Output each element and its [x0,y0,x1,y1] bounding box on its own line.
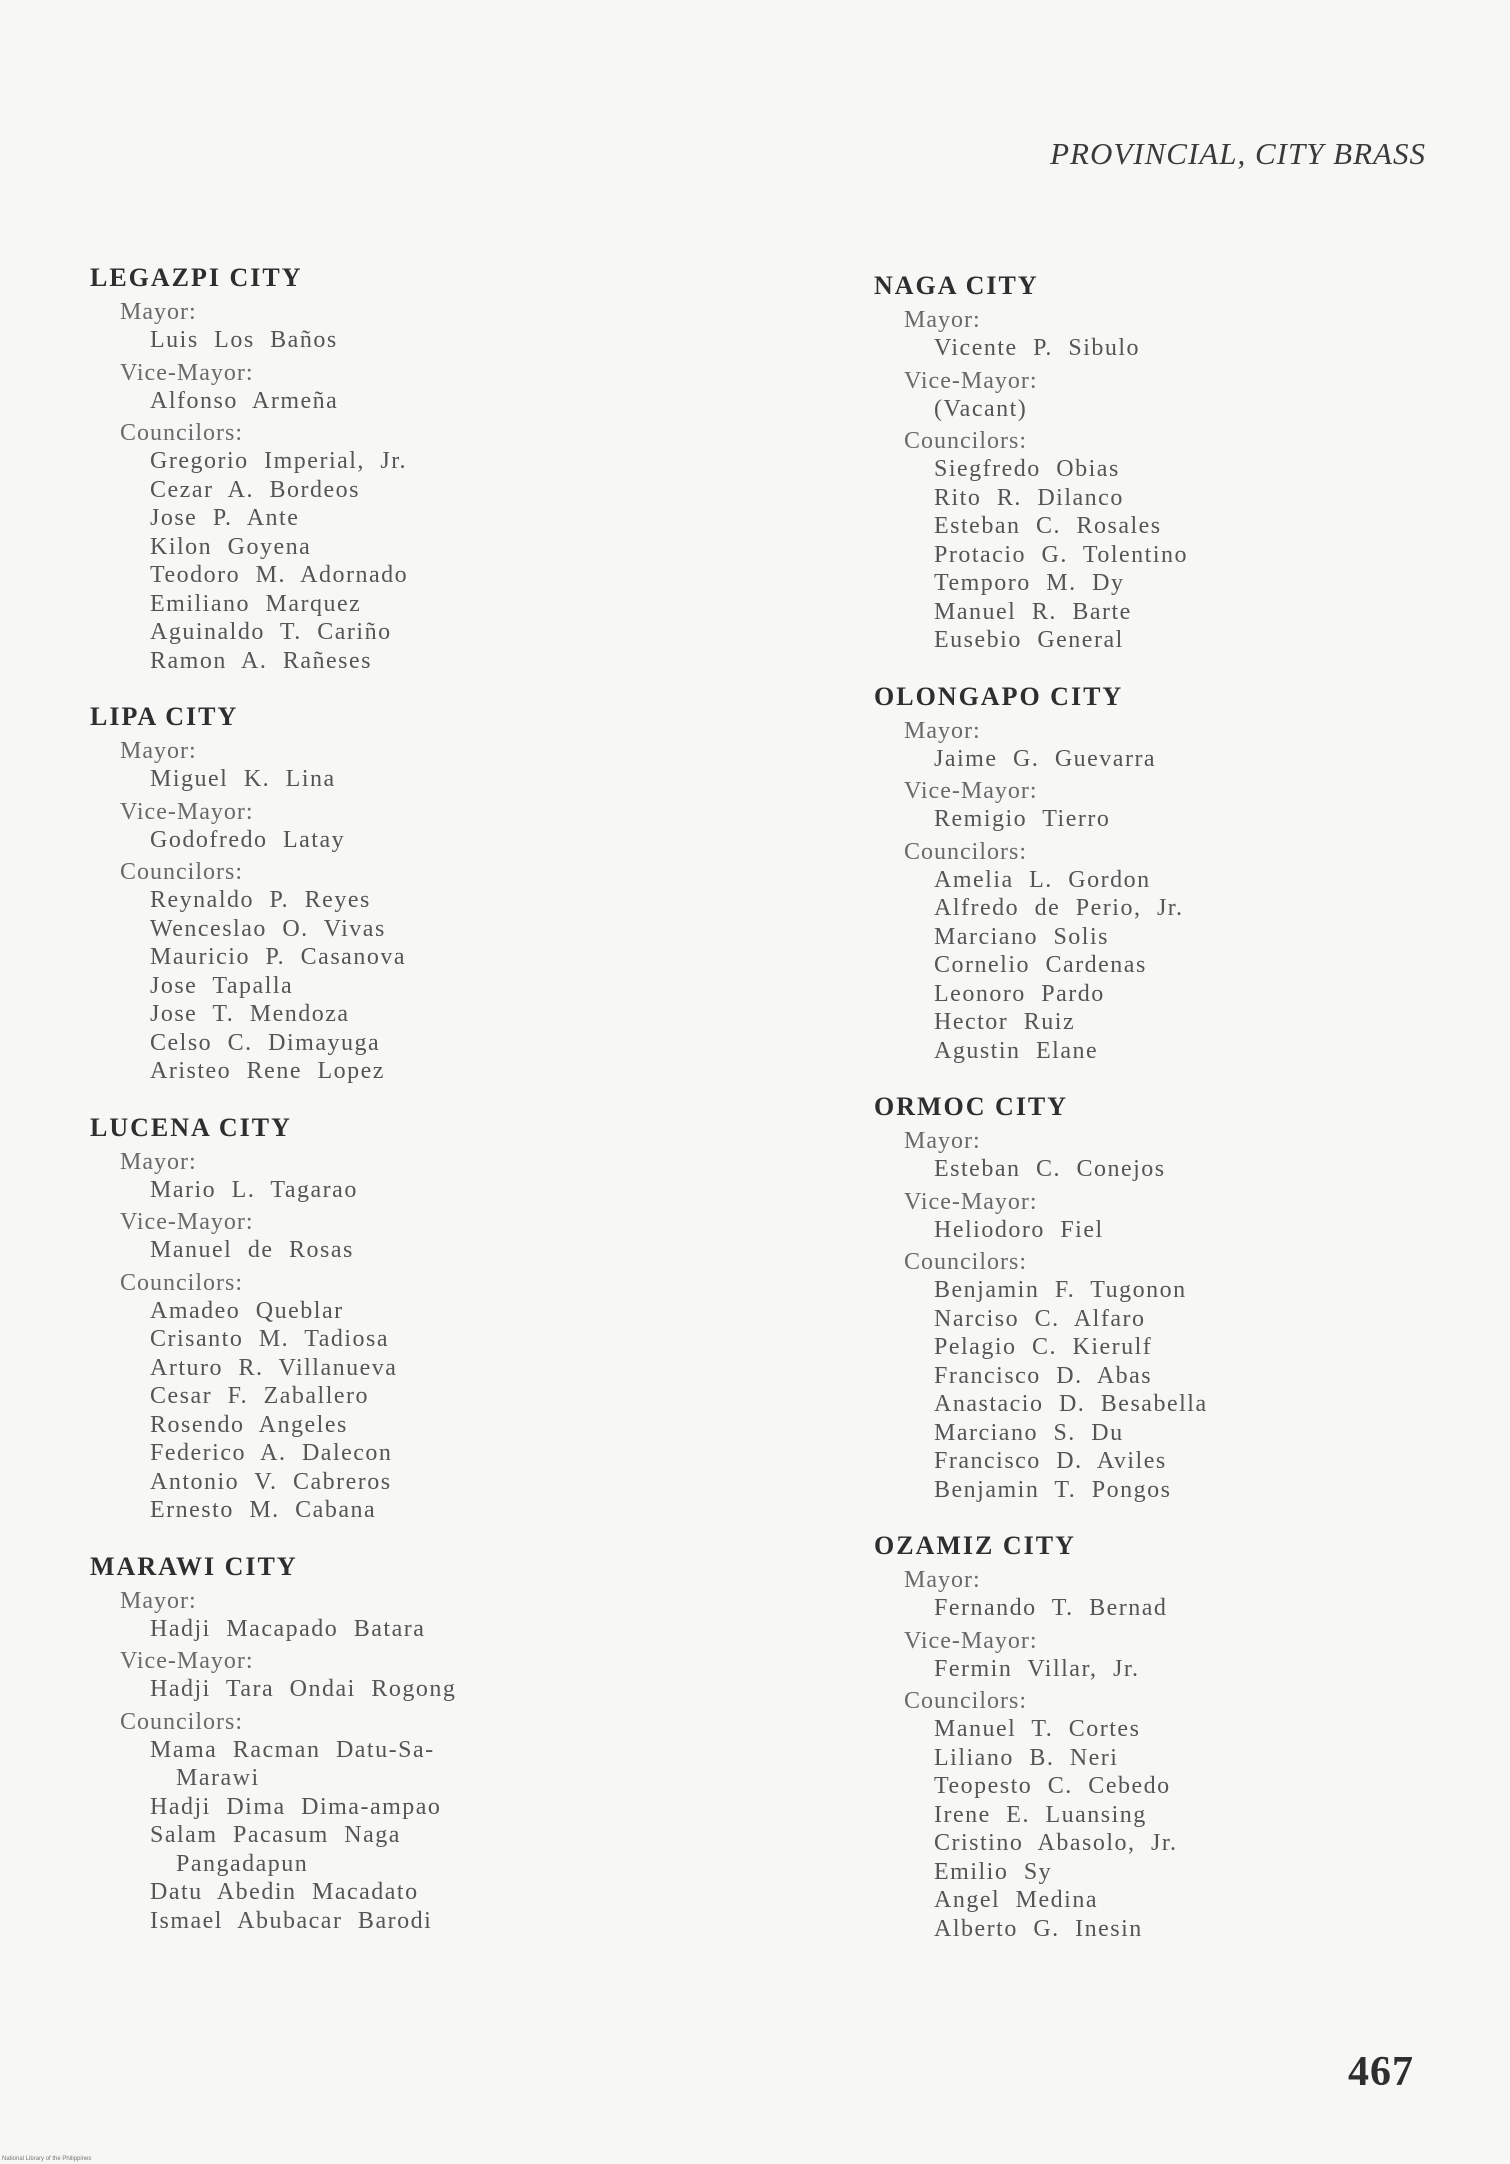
vice-mayor-label: Vice-Mayor: [120,798,254,825]
right-column [874,270,1510,1969]
councilors-label: Councilors: [120,859,243,885]
mayor-name: Hadji Macapado Batara [150,1615,426,1642]
vice-mayor-label: Vice-Mayor: [904,778,1038,804]
councilor-name: Rito R. Dilanco [934,484,1124,511]
councilor-name: Cornelio Cardenas [934,952,1147,978]
councilor-name: Federico A. Dalecon [150,1440,393,1466]
councilor-name: Cristino Abasolo, Jr. [934,1830,1178,1856]
councilor-name: Hector Ruiz [934,1009,1076,1035]
city-section [874,270,1510,655]
councilor-name: Gregorio Imperial, Jr. [150,448,407,474]
councilor-name: Benjamin F. Tugonon [934,1277,1187,1303]
councilor-name: Teodoro M. Adornado [150,562,409,588]
councilor-name: Datu Abedin Macadato [150,1879,419,1905]
councilor-name: Esteban C. Rosales [934,513,1162,539]
mayor-label: Mayor: [120,299,197,325]
councilors-label: Councilors: [904,838,1027,865]
city-section [874,1530,1510,1943]
city-section [90,262,790,675]
city-section [874,681,1510,1066]
vice-mayor-label: Vice-Mayor: [904,367,1038,394]
scan-credit: National Library of the Philippines [2,2156,92,2162]
vice-mayor-name: Heliodoro Fiel [934,1216,1104,1243]
vice-mayor-label: Vice-Mayor: [120,359,254,386]
mayor-name: Jaime G. Guevarra [934,745,1157,772]
councilor-name: Manuel R. Barte [934,598,1132,625]
city-title: OZAMIZ CITY [874,1531,1076,1560]
councilor-name: Angel Medina [934,1887,1098,1913]
vice-mayor-label: Vice-Mayor: [904,1627,1038,1654]
councilor-name: Eusebio General [934,627,1124,653]
councilor-name: Teopesto C. Cebedo [934,1773,1171,1799]
councilor-name: Wenceslao O. Vivas [150,915,386,942]
mayor-label: Mayor: [120,1587,197,1614]
vice-mayor-label: Vice-Mayor: [120,1209,254,1235]
councilors-label: Councilors: [120,1269,243,1296]
vice-mayor-name: Fermin Villar, Jr. [934,1655,1140,1682]
vice-mayor-name: Godofredo Latay [150,826,346,853]
councilor-name: Amelia L. Gordon [934,866,1151,893]
councilor-name: Liliano B. Neri [934,1744,1119,1771]
city-title: LUCENA CITY [90,1112,292,1142]
name-continuation: Pangadapun [176,1850,309,1877]
city-title: OLONGAPO CITY [874,681,1124,711]
councilor-name: Protacio G. Tolentino [934,541,1189,568]
councilor-name: Crisanto M. Tadiosa [150,1326,390,1352]
councilor-name: Marciano S. Du [934,1419,1124,1446]
councilor-name: Francisco D. Abas [934,1362,1153,1389]
councilor-name: Marciano Solis [934,923,1109,950]
city-section [90,701,790,1086]
vice-mayor-label: Vice-Mayor: [904,1188,1038,1215]
running-header: PROVINCIAL, CITY BRASS [1050,136,1426,171]
councilor-name: Cesar F. Zaballero [150,1383,370,1409]
councilor-name: Emilio Sy [934,1858,1053,1885]
city-section [90,1551,790,1936]
councilor-name-continued [150,1764,790,1793]
councilor-name: Agustin Elane [934,1037,1099,1064]
councilor-name: Narciso C. Alfaro [934,1305,1146,1332]
councilor-name: Rosendo Angeles [150,1411,348,1438]
mayor-name: Mario L. Tagarao [150,1176,358,1203]
page-number: 467 [1348,2049,1414,2095]
councilor-name: Amadeo Queblar [150,1297,344,1324]
vice-mayor-name: Remigio Tierro [934,806,1111,832]
councilor-name: Manuel T. Cortes [934,1716,1141,1742]
mayor-label: Mayor: [120,738,197,764]
councilor-name: Ramon A. Rañeses [150,647,372,674]
councilors-label: Councilors: [904,428,1027,454]
councilor-name: Mama Racman Datu-Sa- [150,1736,435,1763]
councilor-name: Emiliano Marquez [150,590,362,617]
city-title: LIPA CITY [90,702,239,731]
councilor-name: Pelagio C. Kierulf [934,1334,1153,1360]
councilor-name: Aristeo Rene Lopez [150,1058,385,1084]
mayor-name: Vicente P. Sibulo [934,335,1141,361]
councilor-name: Mauricio P. Casanova [150,944,406,970]
city-title: LEGAZPI CITY [90,263,303,292]
councilor-name: Alberto G. Inesin [934,1915,1143,1942]
councilor-name-continued [150,1850,790,1879]
mayor-name: Esteban C. Conejos [934,1156,1166,1182]
mayor-name: Luis Los Baños [150,327,338,353]
councilor-name: Anastacio D. Besabella [934,1391,1208,1417]
city-section [874,1091,1510,1504]
councilor-name: Ismael Abubacar Barodi [150,1907,433,1934]
councilor-name: Salam Pacasum Naga [150,1822,401,1848]
councilors-label: Councilors: [120,420,243,446]
councilors-label: Councilors: [904,1688,1027,1714]
councilor-name: Antonio V. Cabreros [150,1468,392,1495]
councilor-name: Aguinaldo T. Cariño [150,619,392,645]
vice-mayor-name: Manuel de Rosas [150,1237,354,1263]
vice-mayor-name: Alfonso Armeña [150,387,339,414]
councilors-label: Councilors: [120,1708,243,1735]
councilor-name: Kilon Goyena [150,533,312,560]
mayor-label: Mayor: [904,717,981,744]
councilor-name: Hadji Dima Dima-ampao [150,1793,442,1820]
councilor-name: Jose Tapalla [150,972,294,999]
councilor-name: Leonoro Pardo [934,980,1105,1007]
councilor-name: Arturo R. Villanueva [150,1354,398,1381]
mayor-name: Miguel K. Lina [150,766,336,792]
councilor-name: Ernesto M. Cabana [150,1497,377,1523]
councilors-label: Councilors: [904,1249,1027,1275]
councilor-name: Temporo M. Dy [934,570,1125,596]
city-title: ORMOC CITY [874,1092,1069,1121]
councilor-name: Irene E. Luansing [934,1801,1147,1828]
councilor-name: Benjamin T. Pongos [934,1476,1172,1503]
vice-mayor-name: Hadji Tara Ondai Rogong [150,1676,457,1702]
councilor-name: Alfredo de Perio, Jr. [934,895,1184,921]
councilor-name: Jose P. Ante [150,505,300,531]
councilor-name: Celso C. Dimayuga [150,1029,381,1056]
mayor-label: Mayor: [904,1567,981,1593]
city-title: NAGA CITY [874,271,1039,300]
mayor-label: Mayor: [904,307,981,333]
councilor-name: Francisco D. Aviles [934,1448,1167,1474]
vice-mayor-label: Vice-Mayor: [120,1648,254,1674]
councilor-name: Reynaldo P. Reyes [150,887,371,913]
vice-mayor-name: (Vacant) [934,395,1028,422]
city-section [90,1112,790,1525]
councilor-name: Jose T. Mendoza [150,1001,350,1027]
city-title: MARAWI CITY [90,1551,298,1581]
councilor-name: Siegfredo Obias [934,456,1120,482]
mayor-name: Fernando T. Bernad [934,1595,1168,1621]
left-column [90,262,790,1961]
mayor-label: Mayor: [904,1128,981,1154]
mayor-label: Mayor: [120,1148,197,1175]
councilor-name: Cezar A. Bordeos [150,476,360,503]
name-continuation: Marawi [176,1765,260,1791]
